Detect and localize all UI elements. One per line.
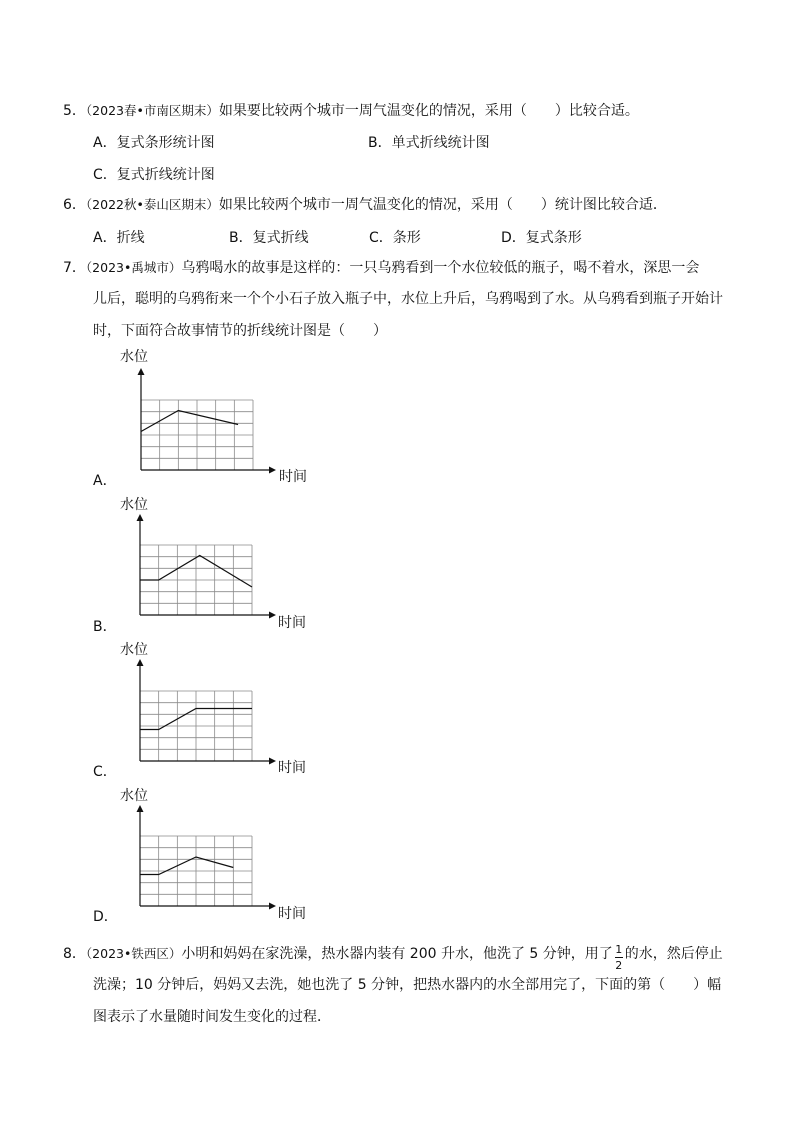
q6-text: 如果比较两个城市一周气温变化的情况，采用（ ）统计图比较合适． — [218, 197, 667, 213]
q8-line1-a: 小明和妈妈在家洗澡，热水器内装有 200 升水，他洗了 5 分钟，用了 — [181, 946, 613, 962]
q5-option-c[interactable]: C．复式折线统计图 — [93, 167, 215, 183]
q7-source: （2023•禹城市） — [85, 260, 182, 275]
fraction-numerator: 1 — [615, 943, 623, 956]
graph-c-y-label: 水位 — [120, 642, 148, 658]
q5-option-a[interactable]: A．复式条形统计图 — [93, 135, 215, 151]
q5-source: （2023春•市南区期末） — [85, 103, 219, 118]
fraction-denominator: 2 — [615, 959, 623, 972]
q6-option-a[interactable]: A．折线 — [93, 230, 145, 246]
q8-stem-line1 — [63, 943, 723, 972]
graph-c-x-label: 时间 — [278, 760, 306, 776]
fraction-bar — [615, 957, 623, 958]
q7-line1: 乌鸦喝水的故事是这样的：一只乌鸦看到一个水位较低的瓶子，喝不着水，深思一会 — [181, 260, 700, 276]
graph-a-option-letter[interactable]: A． — [93, 473, 117, 489]
q5-option-b[interactable]: B．单式折线统计图 — [368, 135, 490, 151]
q8-line2: 洗澡；10 分钟后，妈妈又去洗，她也洗了 5 分钟，把热水器内的水全部用完了，下面的第（ ）幅 — [93, 977, 722, 993]
graph-a-y-label: 水位 — [120, 349, 148, 365]
q8-number: 8． — [63, 946, 86, 962]
graph-c-option-letter[interactable]: C． — [93, 764, 117, 780]
q8-line1-b: 的水，然后停止 — [624, 946, 723, 962]
q8-source: （2023•铁西区） — [85, 946, 182, 961]
q5-number: 5． — [63, 103, 86, 119]
q6-source: （2022秋•泰山区期末） — [85, 197, 219, 212]
graph-d-x-label: 时间 — [278, 906, 306, 922]
graph-b-option-letter[interactable]: B． — [93, 619, 117, 635]
q8-line3: 图表示了水量随时间发生变化的过程． — [93, 1009, 331, 1025]
q7-number: 7． — [63, 260, 86, 276]
y-axis-arrow-icon — [137, 805, 144, 812]
graph-d-y-label: 水位 — [120, 788, 148, 804]
q6-option-c[interactable]: C．条形 — [369, 230, 421, 246]
q6-option-b[interactable]: B．复式折线 — [229, 230, 309, 246]
graph-d-option-letter[interactable]: D． — [93, 909, 118, 925]
graph-b-y-label: 水位 — [120, 497, 148, 513]
q5-text: 如果要比较两个城市一周气温变化的情况，采用（ ）比较合适。 — [218, 103, 639, 119]
q6-number: 6． — [63, 197, 86, 213]
graph-a-x-label: 时间 — [279, 469, 307, 485]
graph-b-x-label: 时间 — [278, 615, 306, 631]
q7-line3: 时，下面符合故事情节的折线统计图是（ ） — [93, 323, 387, 339]
q7-line2: 儿后，聪明的乌鸦衔来一个个小石子放入瓶子中，水位上升后，乌鸦喝到了水。从乌鸦看到瓶子开始计 — [93, 291, 723, 307]
x-axis-arrow-icon — [269, 903, 276, 910]
q6-option-d[interactable]: D．复式条形 — [501, 230, 582, 246]
